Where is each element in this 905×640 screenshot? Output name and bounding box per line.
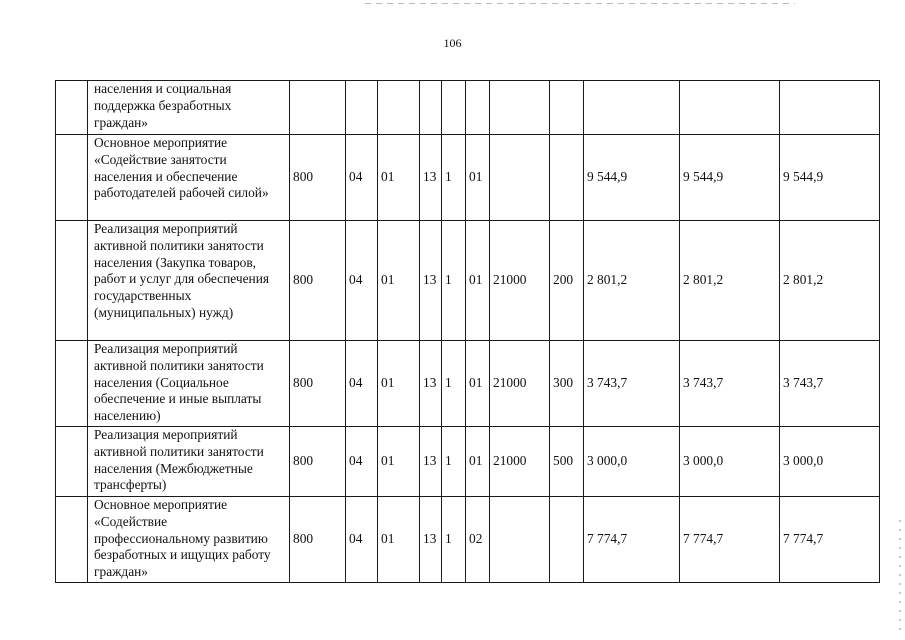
direction-cell: 21000	[490, 341, 550, 427]
sum-year3-cell: 3 000,0	[780, 427, 880, 497]
admin-code-cell: 800	[290, 497, 346, 583]
direction-cell: 21000	[490, 221, 550, 341]
subsection-cell: 01	[378, 341, 420, 427]
expense-kind-cell	[550, 497, 584, 583]
empty-lead-cell	[56, 427, 88, 497]
sum-year3-cell: 7 774,7	[780, 497, 880, 583]
event-cell	[466, 81, 490, 135]
sum-year1-cell	[584, 81, 680, 135]
subprogram-cell: 1	[442, 135, 466, 221]
program-cell: 13	[420, 341, 442, 427]
subprogram-cell: 1	[442, 497, 466, 583]
item-name-cell: Реализация мероприятий активной политики занятости населения (Социальное обеспечение и иные выплаты населению)	[88, 341, 290, 427]
item-name-cell: Реализация мероприятий активной политики занятости населения (Закупка товаров, работ и услуг для обеспечения государственных (муниципальных) нужд)	[88, 221, 290, 341]
admin-code-cell: 800	[290, 221, 346, 341]
scan-artifact-right	[899, 520, 901, 630]
sum-year2-cell: 3 000,0	[680, 427, 780, 497]
program-cell	[420, 81, 442, 135]
section-cell	[346, 81, 378, 135]
admin-code-cell: 800	[290, 341, 346, 427]
subprogram-cell	[442, 81, 466, 135]
empty-lead-cell	[56, 221, 88, 341]
table-row	[56, 341, 880, 427]
item-name-cell: Основное мероприятие «Содействие занятости населения и обеспечение работодателей рабочей силой»	[88, 135, 290, 221]
admin-code-cell: 800	[290, 135, 346, 221]
sum-year3-cell	[780, 81, 880, 135]
sum-year3-cell: 2 801,2	[780, 221, 880, 341]
sum-year2-cell: 7 774,7	[680, 497, 780, 583]
section-cell: 04	[346, 427, 378, 497]
sum-year2-cell: 9 544,9	[680, 135, 780, 221]
expense-kind-cell: 500	[550, 427, 584, 497]
admin-code-cell: 800	[290, 427, 346, 497]
section-cell: 04	[346, 497, 378, 583]
sum-year1-cell: 3 743,7	[584, 341, 680, 427]
sum-year3-cell: 9 544,9	[780, 135, 880, 221]
table-row	[56, 427, 880, 497]
event-cell: 01	[466, 341, 490, 427]
program-cell: 13	[420, 221, 442, 341]
subsection-cell: 01	[378, 135, 420, 221]
program-cell: 13	[420, 497, 442, 583]
sum-year2-cell	[680, 81, 780, 135]
subsection-cell	[378, 81, 420, 135]
table-row	[56, 497, 880, 583]
subprogram-cell: 1	[442, 341, 466, 427]
page-number: 106	[443, 36, 462, 50]
subsection-cell: 01	[378, 221, 420, 341]
expense-kind-cell: 200	[550, 221, 584, 341]
sum-year1-cell: 3 000,0	[584, 427, 680, 497]
empty-lead-cell	[56, 341, 88, 427]
expense-kind-cell	[550, 135, 584, 221]
direction-cell	[490, 81, 550, 135]
direction-cell	[490, 497, 550, 583]
empty-lead-cell	[56, 497, 88, 583]
item-name-cell: населения и социальная поддержка безработных граждан»	[88, 81, 290, 135]
program-cell: 13	[420, 427, 442, 497]
sum-year1-cell: 9 544,9	[584, 135, 680, 221]
sum-year1-cell: 7 774,7	[584, 497, 680, 583]
expense-kind-cell: 300	[550, 341, 584, 427]
table-row	[56, 81, 880, 135]
item-name-cell: Реализация мероприятий активной политики занятости населения (Межбюджетные трансферты)	[88, 427, 290, 497]
empty-lead-cell	[56, 81, 88, 135]
event-cell: 02	[466, 497, 490, 583]
section-cell: 04	[346, 221, 378, 341]
program-cell: 13	[420, 135, 442, 221]
section-cell: 04	[346, 135, 378, 221]
event-cell: 01	[466, 427, 490, 497]
admin-code-cell	[290, 81, 346, 135]
section-cell: 04	[346, 341, 378, 427]
item-name-cell: Основное мероприятие «Содействие профессиональному развитию безработных и ищущих работу граждан»	[88, 497, 290, 583]
table-row	[56, 135, 880, 221]
sum-year1-cell: 2 801,2	[584, 221, 680, 341]
subsection-cell: 01	[378, 427, 420, 497]
scan-artifact-top	[365, 3, 795, 4]
sum-year3-cell: 3 743,7	[780, 341, 880, 427]
event-cell: 01	[466, 221, 490, 341]
subprogram-cell: 1	[442, 221, 466, 341]
direction-cell: 21000	[490, 427, 550, 497]
subprogram-cell: 1	[442, 427, 466, 497]
sum-year2-cell: 3 743,7	[680, 341, 780, 427]
event-cell: 01	[466, 135, 490, 221]
direction-cell	[490, 135, 550, 221]
sum-year2-cell: 2 801,2	[680, 221, 780, 341]
subsection-cell: 01	[378, 497, 420, 583]
expense-kind-cell	[550, 81, 584, 135]
table-row	[56, 221, 880, 341]
budget-table	[55, 80, 880, 583]
empty-lead-cell	[56, 135, 88, 221]
